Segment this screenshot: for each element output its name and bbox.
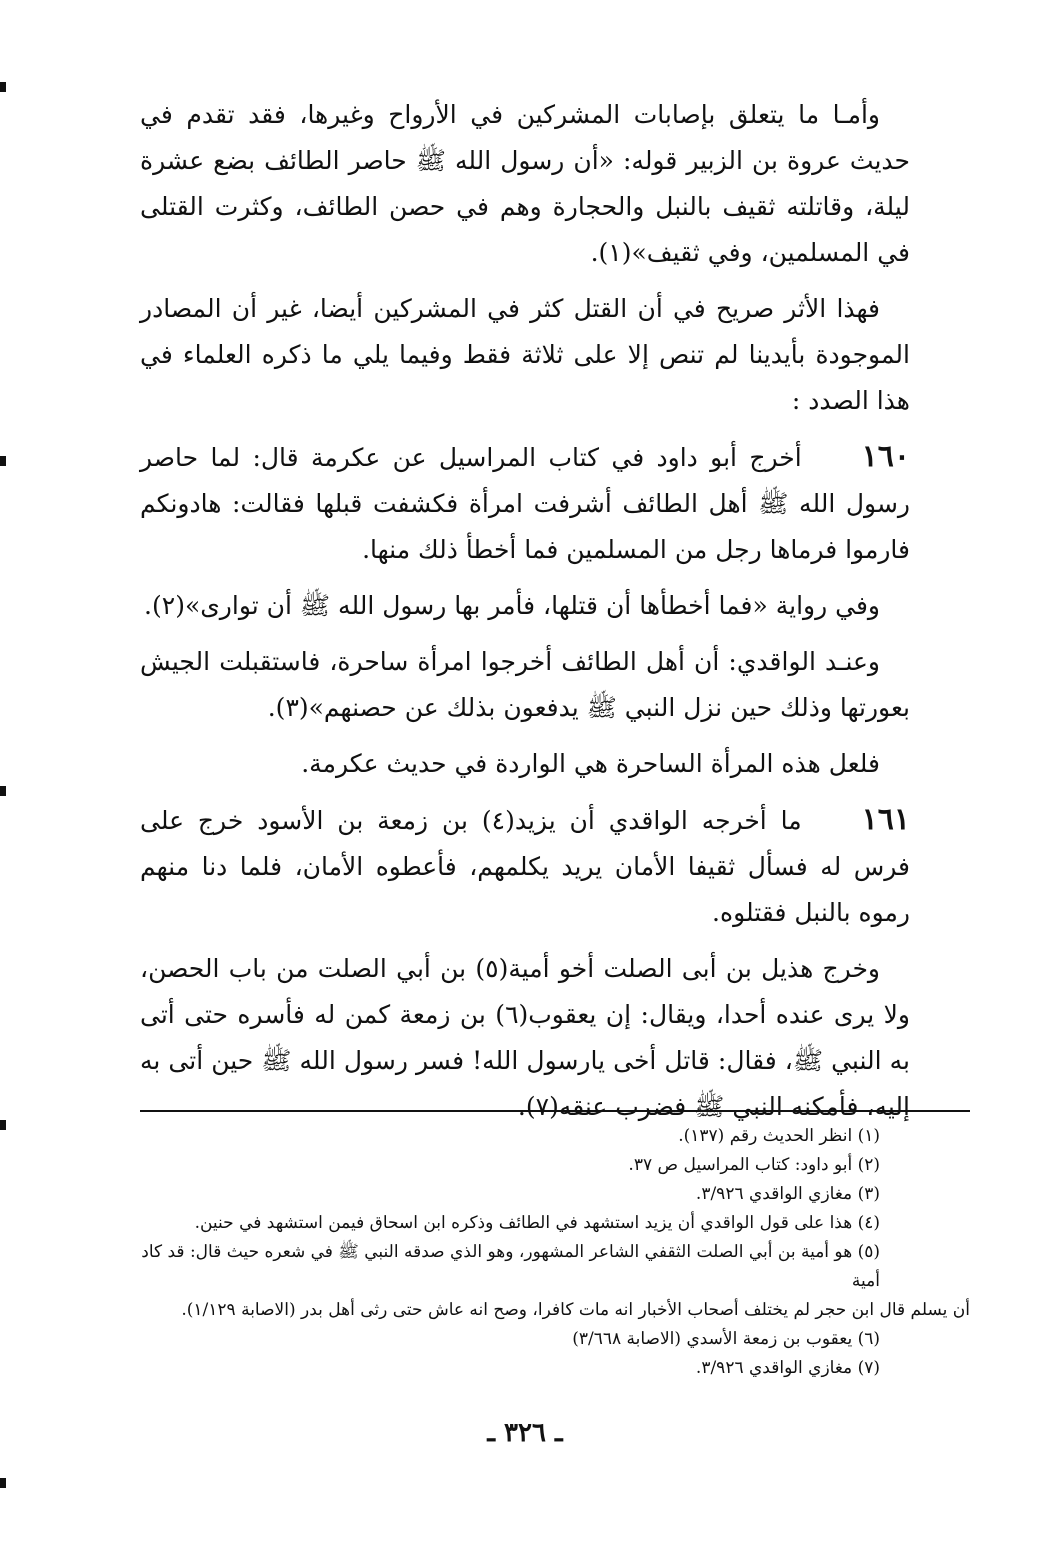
footnote-continuation: أن يسلم قال ابن حجر لم يختلف أصحاب الأخبار انه مات كافرا، وصح انه عاش حتى رثى أهل بدر (الاصابة ١/١٢٩). <box>181 1300 970 1320</box>
numbered-item-161 <box>140 797 910 936</box>
footnote: (١) انظر الحديث رقم (١٣٧). <box>678 1126 880 1146</box>
scan-mark <box>0 1120 6 1130</box>
main-text <box>140 92 910 1140</box>
item-text: أخرج أبو داود في كتاب المراسيل عن عكرمة قال: لما حاصر رسول الله ﷺ أهل الطائف أشرفت امرأة فكشفت قبلها فقالت: هادونكم فارموا فرماها رجل من المسلمين فما أخطأ ذلك منها. <box>140 443 910 564</box>
footnote: (٤) هذا على قول الواقدي أن يزيد استشهد في الطائف وذكره ابن اسحاق فيمن استشهد في حنين. <box>194 1213 880 1233</box>
scan-mark <box>0 456 6 466</box>
item-number: ١٦٠ <box>861 439 910 474</box>
paragraph: وعنـد الواقدي: أن أهل الطائف أخرجوا امرأة ساحرة، فاستقبلت الجيش بعورتها وذلك حين نزل النبي ﷺ يدفعون بذلك عن حصنهم»(٣). <box>140 647 910 722</box>
item-text: ما أخرجه الواقدي أن يزيد(٤) بن زمعة بن الأسود خرج على فرس له فسأل ثقيفا الأمان يريد يكلمهم، فأعطوه الأمان، فلما دنا منهم رموه بالنبل فقتلوه. <box>140 806 910 927</box>
footnote: (٧) مغازي الواقدي ٣/٩٢٦. <box>695 1358 880 1378</box>
paragraph: وأمـا ما يتعلق بإصابات المشركين في الأرواح وغيرها، فقد تقدم في حديث عروة بن الزبير قوله: «أن رسول الله ﷺ حاصر الطائف بضع عشرة ليلة، وقاتلته ثقيف بالنبل والحجارة وهم في حصن الطائف، وكثرت القتلى في المسلمين، وفي ثقيف»(١). <box>140 100 910 267</box>
page-number: ـ ٣٢٦ ـ <box>487 1418 563 1448</box>
footnotes <box>140 1110 970 1383</box>
scan-mark <box>0 786 6 796</box>
item-number: ١٦١ <box>861 802 910 837</box>
footnote: (٣) مغازي الواقدي ٣/٩٢٦. <box>695 1184 880 1204</box>
scan-mark <box>0 1478 6 1488</box>
paragraph: فلعل هذه المرأة الساحرة هي الواردة في حديث عكرمة. <box>301 749 880 778</box>
footnote: (٦) يعقوب بن زمعة الأسدي (الاصابة ٣/٦٦٨) <box>572 1329 880 1349</box>
scan-mark <box>0 82 6 92</box>
footnote: (٥) هو أمية بن أبي الصلت الثقفي الشاعر المشهور، وهو الذي صدقه النبي ﷺ في شعره حيث قال: قد كاد أمية <box>141 1242 880 1291</box>
paragraph: فهذا الأثر صريح في أن القتل كثر في المشركين أيضا، غير أن المصادر الموجودة بأيدينا لم تنص إلا على ثلاثة فقط وفيما يلي ما ذكره العلماء في هذا الصدد : <box>140 294 910 415</box>
numbered-item-160 <box>140 434 910 573</box>
footnote: (٢) أبو داود: كتاب المراسيل ص ٣٧. <box>628 1155 880 1175</box>
paragraph: وخرج هذيل بن أبى الصلت أخو أمية(٥) بن أبي الصلت من باب الحصن، ولا يرى عنده أحدا، ويقال: إن يعقوب(٦) بن زمعة كمن له فأسره حتى أتى به النبي ﷺ، فقال: قاتل أخى يارسول الله! فسر رسول الله ﷺ حين أتى به إليه، فأمكنه النبي ﷺ فضرب عنقه(٧). <box>140 954 910 1121</box>
paragraph: وفي رواية «فما أخطأها أن قتلها، فأمر بها رسول الله ﷺ أن توارى»(٢). <box>144 591 880 620</box>
